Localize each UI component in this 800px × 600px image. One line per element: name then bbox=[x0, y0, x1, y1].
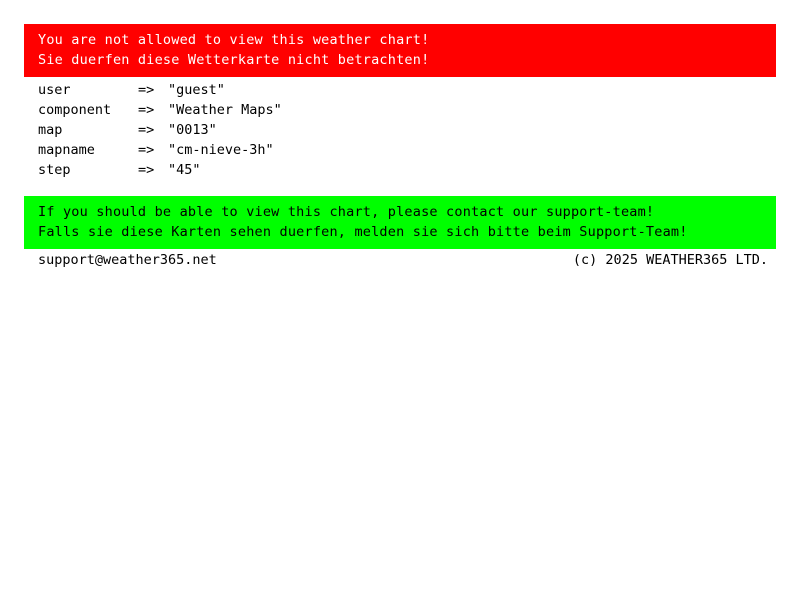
support-email-link[interactable]: support@weather365.net bbox=[38, 252, 217, 268]
table-row bbox=[38, 120, 282, 140]
error-banner bbox=[24, 24, 776, 77]
param-key-step: step bbox=[38, 162, 71, 178]
table-row bbox=[38, 160, 282, 180]
param-value-user: "guest" bbox=[168, 82, 225, 98]
table-row bbox=[38, 80, 282, 100]
param-key-map: map bbox=[38, 122, 63, 138]
info-banner bbox=[24, 196, 776, 249]
error-banner-line-de: Sie duerfen diese Wetterkarte nicht betrachten! bbox=[38, 52, 430, 68]
copyright-notice: (c) 2025 WEATHER365 LTD. bbox=[572, 252, 768, 268]
param-value-step: "45" bbox=[168, 162, 201, 178]
param-arrow: => bbox=[138, 162, 155, 178]
param-key-component: component bbox=[38, 102, 112, 118]
param-value-component: "Weather Maps" bbox=[168, 102, 282, 118]
parameter-table bbox=[38, 80, 282, 180]
info-banner-line-de: Falls sie diese Karten sehen duerfen, melden sie sich bitte beim Support-Team! bbox=[38, 224, 688, 240]
param-arrow: => bbox=[138, 102, 155, 118]
param-value-map: "0013" bbox=[168, 122, 217, 138]
param-key-mapname: mapname bbox=[38, 142, 95, 158]
table-row bbox=[38, 140, 282, 160]
param-value-mapname: "cm-nieve-3h" bbox=[168, 142, 274, 158]
param-arrow: => bbox=[138, 122, 155, 138]
info-banner-line-en: If you should be able to view this chart, please contact our support-team! bbox=[38, 204, 655, 220]
error-banner-line-en: You are not allowed to view this weather chart! bbox=[38, 32, 430, 48]
param-arrow: => bbox=[138, 142, 155, 158]
param-key-user: user bbox=[38, 82, 71, 98]
footer bbox=[38, 250, 768, 270]
table-row bbox=[38, 100, 282, 120]
param-arrow: => bbox=[138, 82, 155, 98]
